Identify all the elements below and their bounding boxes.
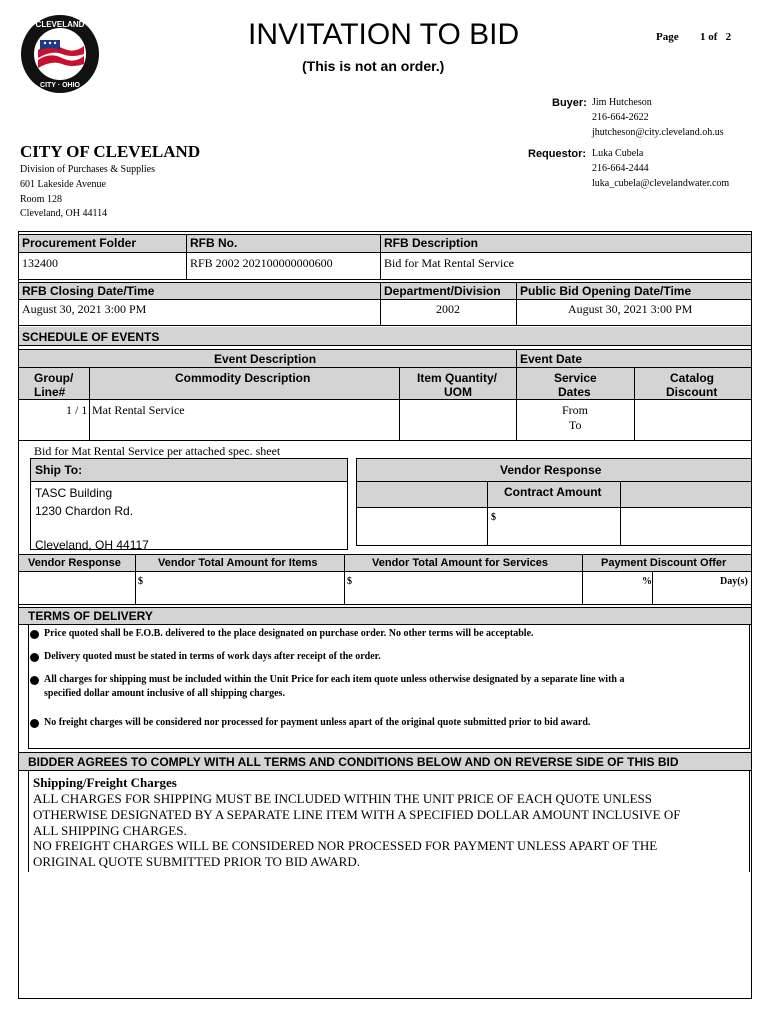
public-bid-opening-label: Public Bid Opening Date/Time bbox=[520, 284, 692, 298]
service-from-label: From bbox=[562, 403, 589, 417]
city-seal-logo bbox=[20, 14, 100, 94]
catalog-discount-label-2: Discount bbox=[666, 385, 718, 399]
item-quantity-label-2: UOM bbox=[444, 385, 472, 399]
terms-bullet-3 bbox=[30, 676, 39, 685]
public-bid-opening-value: August 30, 2021 3:00 PM bbox=[568, 302, 693, 316]
ship-to-line3: Cleveland, OH 44117 bbox=[35, 538, 149, 552]
org-room: Room 128 bbox=[20, 194, 62, 205]
terms-item-3a: All charges for shipping must be included within the Unit Price for each item quote unless otherwise designated by a separate line with a bbox=[44, 674, 625, 685]
org-division: Division of Purchases & Supplies bbox=[20, 164, 155, 175]
terms-item-2: Delivery quoted must be stated in terms of work days after receipt of the order. bbox=[44, 651, 381, 662]
event-header-bg bbox=[19, 349, 751, 399]
shipping-freight-heading: Shipping/Freight Charges bbox=[33, 775, 177, 790]
rfb-description-label: RFB Description bbox=[384, 236, 479, 250]
condition-line-3: ALL SHIPPING CHARGES. bbox=[33, 823, 187, 838]
group-line-label-2: Line# bbox=[34, 385, 66, 399]
requestor-label: Requestor: bbox=[528, 148, 587, 160]
bidder-agrees-title: BIDDER AGREES TO COMPLY WITH ALL TERMS AND CONDITIONS BELOW AND ON REVERSE SIDE OF THIS BID bbox=[28, 755, 679, 769]
vendor-response-col-label: Vendor Response bbox=[28, 557, 121, 569]
buyer-name: Jim Hutcheson bbox=[592, 97, 652, 108]
buyer-phone: 216-664-2622 bbox=[592, 112, 649, 123]
document-title: INVITATION TO BID bbox=[248, 18, 520, 51]
service-dates-label-2: Dates bbox=[558, 385, 591, 399]
procurement-folder-value: 132400 bbox=[22, 256, 58, 270]
rfb-closing-label: RFB Closing Date/Time bbox=[22, 284, 155, 298]
rfb-no-label: RFB No. bbox=[190, 236, 238, 250]
svg-text:CLEVELAND: CLEVELAND bbox=[35, 20, 85, 29]
requestor-email: luka_cubela@clevelandwater.com bbox=[592, 178, 730, 189]
items-dollar: $ bbox=[138, 576, 143, 587]
buyer-label: Buyer: bbox=[552, 97, 587, 109]
terms-item-4: No freight charges will be considered nor processed for payment unless apart of the original quote submitted prior to bid award. bbox=[44, 717, 591, 728]
org-street: 601 Lakeside Avenue bbox=[20, 179, 106, 190]
vendor-total-services-label: Vendor Total Amount for Services bbox=[372, 557, 549, 569]
service-to-label: To bbox=[569, 418, 582, 432]
event-date-label: Event Date bbox=[520, 352, 583, 366]
document-subtitle: (This is not an order.) bbox=[302, 58, 445, 74]
service-dates-label-1: Service bbox=[554, 371, 597, 385]
services-dollar: $ bbox=[347, 576, 352, 587]
contract-amount-label: Contract Amount bbox=[504, 485, 602, 499]
terms-item-1: Price quoted shall be F.O.B. delivered to the place designated on purchase order. No other terms will be acceptable. bbox=[44, 628, 534, 639]
page-label: Page bbox=[656, 31, 679, 43]
department-division-label: Department/Division bbox=[384, 284, 501, 298]
line-commodity-value: Mat Rental Service bbox=[92, 403, 185, 417]
commodity-description-label: Commodity Description bbox=[175, 371, 311, 385]
org-name: CITY OF CLEVELAND bbox=[20, 142, 201, 161]
rfb-no-value: RFB 2002 202100000000600 bbox=[190, 256, 333, 270]
rfb-closing-value: August 30, 2021 3:00 PM bbox=[22, 302, 147, 316]
terms-of-delivery-title: TERMS OF DELIVERY bbox=[28, 609, 153, 623]
discount-days-input[interactable] bbox=[654, 573, 718, 603]
condition-line-4: NO FREIGHT CHARGES WILL BE CONSIDERED NOR PROCESSED FOR PAYMENT UNLESS APART OF THE bbox=[33, 838, 658, 853]
terms-bullet-4 bbox=[30, 719, 39, 728]
rfb-description-value: Bid for Mat Rental Service bbox=[384, 256, 514, 270]
group-line-label-1: Group/ bbox=[34, 371, 74, 385]
vendor-response-header: Vendor Response bbox=[500, 463, 602, 477]
condition-line-1: ALL CHARGES FOR SHIPPING MUST BE INCLUDED WITHIN THE UNIT PRICE OF EACH QUOTE UNLESS bbox=[33, 791, 652, 806]
ship-to-label: Ship To: bbox=[35, 463, 83, 477]
requestor-phone: 216-664-2444 bbox=[592, 163, 649, 174]
department-division-value: 2002 bbox=[436, 302, 460, 316]
ship-to-line1: TASC Building bbox=[35, 486, 113, 500]
vendor-total-items-label: Vendor Total Amount for Items bbox=[158, 557, 318, 569]
contract-amount-dollar: $ bbox=[491, 512, 496, 523]
buyer-email: jhutcheson@city.cleveland.oh.us bbox=[592, 127, 724, 138]
requestor-name: Luka Cubela bbox=[592, 148, 644, 159]
condition-line-2: OTHERWISE DESIGNATED BY A SEPARATE LINE ITEM WITH A SPECIFIED DOLLAR AMOUNT INCLUSIVE OF bbox=[33, 807, 681, 822]
line-group-value: 1 / 1 bbox=[66, 403, 88, 417]
event-description-label: Event Description bbox=[214, 352, 317, 366]
discount-percent-input[interactable] bbox=[584, 573, 640, 603]
vendor-total-items-input[interactable] bbox=[146, 573, 342, 603]
procurement-folder-label: Procurement Folder bbox=[22, 236, 137, 250]
payment-discount-label: Payment Discount Offer bbox=[601, 557, 727, 569]
vendor-response-input[interactable] bbox=[20, 573, 133, 603]
schedule-of-events-title: SCHEDULE OF EVENTS bbox=[22, 330, 160, 344]
discount-percent: % bbox=[642, 576, 652, 587]
catalog-discount-label-1: Catalog bbox=[670, 371, 715, 385]
page-number: 1 of 2 bbox=[700, 31, 732, 43]
vendor-total-services-input[interactable] bbox=[355, 573, 580, 603]
org-city: Cleveland, OH 44114 bbox=[20, 208, 108, 219]
terms-bullet-1 bbox=[30, 630, 39, 639]
ship-to-line2: 1230 Chardon Rd. bbox=[35, 504, 134, 518]
terms-bullet-2 bbox=[30, 653, 39, 662]
terms-item-3b: specified dollar amount inclusive of all shipping charges. bbox=[44, 688, 285, 699]
item-quantity-label-1: Item Quantity/ bbox=[417, 371, 498, 385]
contract-amount-input[interactable] bbox=[500, 509, 618, 545]
condition-line-5: ORIGINAL QUOTE SUBMITTED PRIOR TO BID AWARD. bbox=[33, 854, 360, 869]
schedule-note: Bid for Mat Rental Service per attached spec. sheet bbox=[34, 444, 281, 458]
discount-days: Day(s) bbox=[720, 576, 748, 587]
svg-text:CITY · OHIO: CITY · OHIO bbox=[40, 82, 80, 89]
